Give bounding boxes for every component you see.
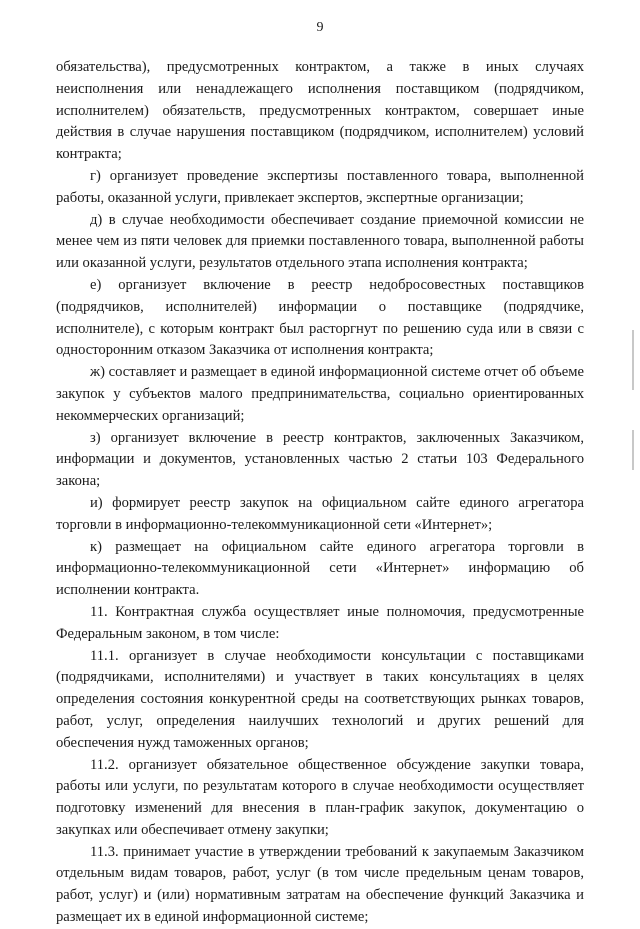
paragraph-continuation: обязательства), предусмотренных контрактом, а также в иных случаях неисполнения или ненадлежащего исполнения поставщиком (подрядчиком, исполнителем) обязательств, предусмотренных контрактом, совершает иные действия в случае нарушения поставщиком (подрядчиком, исполнителем) условий контракта; [56,59,584,163]
paragraph-item-11-1: 11.1. организует в случае необходимости консультации с поставщиками (подрядчиками, исполнителями) и участвует в таких консультациях в целях определения состояния конкурентной среды на соответствующих рынках товаров, работ, услуг, определения наилучших технологий и других решений для обеспечения нужд таможенных органов; [56,647,584,751]
paragraph-item-d: д) в случае необходимости обеспечивает создание приемочной комиссии не менее чем из пяти человек для приемки поставленного товара, выполненной работы или оказанной услуги, результатов отдельного этапа исполнения контракта; [56,211,584,272]
paragraph-item-k: к) размещает на официальном сайте единого агрегатора торговли в информационно-телекоммуникационной сети «Интернет» информацию об исполнении контракта. [56,538,584,599]
page-number: 9 [316,20,324,35]
paragraph-item-zh: ж) составляет и размещает в единой информационной системе отчет об объеме закупок у субъектов малого предпринимательства, социально ориентированных некоммерческих организаций; [56,364,584,424]
paragraph-item-e: е) организует включение в реестр недобросовестных поставщиков (подрядчиков, исполнителей) информации о поставщике (подрядчике, исполнителе), с которым контракт был расторгнут по решению суда или в связи с односторонним отказом Заказчика от исполнения контракта; [56,276,584,359]
paragraph-item-11-2: 11.2. организует обязательное общественное обсуждение закупки товара, работы или услуги, по результатам которого в случае необходимости осуществляет подготовку изменений для внесения в план-график закупок, документацию о закупках или обеспечивает отмену закупки; [56,756,584,838]
scan-artifact [632,330,634,390]
scan-artifact [632,430,634,470]
paragraph-item-g: г) организует проведение экспертизы поставленного товара, выполненной работы, оказанной услуги, привлекает экспертов, экспертные организации; [56,167,584,206]
paragraph-item-11-3: 11.3. принимает участие в утверждении требований к закупаемым Заказчиком отдельным видам товаров, работ, услуг (в том числе предельным ценам товаров, работ, услуг) и (или) нормативным затратам на обеспечение функций Заказчика и размещает их в единой информационной системе; [56,843,584,926]
paragraph-section-11: 11. Контрактная служба осуществляет иные полномочия, предусмотренные Федеральным законом, в том числе: [56,603,584,642]
paragraph-item-z: з) организует включение в реестр контрактов, заключенных Заказчиком, информации и документов, установленных частью 2 статьи 103 Федерального закона; [56,429,584,490]
paragraph-item-i: и) формирует реестр закупок на официальном сайте единого агрегатора торговли в информационно-телекоммуникационной сети «Интернет»; [56,494,584,533]
